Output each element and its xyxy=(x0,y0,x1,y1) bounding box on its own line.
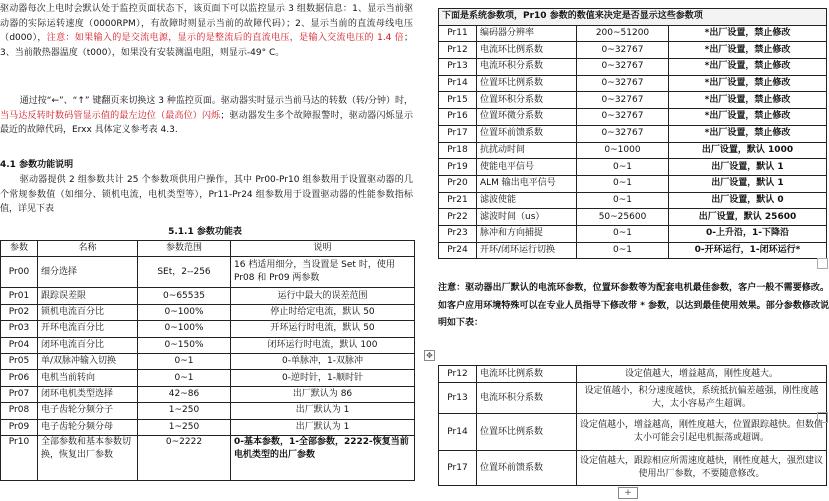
intro-red-note: 注意：如果输入的是交流电源，显示的是整流后的直流电压，是输入交流电压的 1.4 倍 xyxy=(46,33,404,43)
param-cell: Pr12 xyxy=(439,42,477,59)
param-cell: Pr05 xyxy=(1,353,38,369)
intro-text-b: ；3、当前散热器温度（t000），如果没有安装测温电阻，则显示-49° C。 xyxy=(0,33,413,58)
name-cell: 电子齿轮分频分子 xyxy=(38,403,138,419)
param-cell: Pr04 xyxy=(1,337,38,353)
name-cell: 位置环积分系数 xyxy=(477,92,577,109)
name-cell: 细分选择 xyxy=(38,257,138,288)
param-cell: Pr18 xyxy=(439,142,477,159)
param-cell: Pr03 xyxy=(1,321,38,337)
name-cell: 使能电平信号 xyxy=(477,159,577,176)
param-cell: Pr10 xyxy=(1,435,38,480)
name-cell: 电流环积分系数 xyxy=(477,59,577,76)
range-cell: 0~32767 xyxy=(577,42,669,59)
desc-cell: 16 档适用细分，当设置是 Set 时，使用 Pr08 和 Pr09 两参数 xyxy=(231,257,415,288)
param-cell: Pr13 xyxy=(439,59,477,76)
system-param-table xyxy=(438,8,827,259)
range-cell: 0~1 xyxy=(138,353,231,369)
desc-cell: 出厂设置，默认 1 xyxy=(669,159,827,176)
system-table-title-row xyxy=(439,9,827,26)
name-cell: 位置环前馈系数 xyxy=(477,125,577,142)
desc-cell: *出厂设置，禁止修改 xyxy=(669,125,827,142)
param-cell: Pr09 xyxy=(1,419,38,435)
name-cell: 全部参数和基本参数切换，恢复出厂参数 xyxy=(38,435,138,480)
desc-cell: 闭环运行时电流，默认 100 xyxy=(231,337,415,353)
range-cell: 0~32767 xyxy=(577,59,669,76)
table-row xyxy=(439,192,827,209)
param-cell: Pr24 xyxy=(439,242,477,259)
param-cell: Pr08 xyxy=(1,403,38,419)
table-row xyxy=(1,288,415,304)
table-row xyxy=(439,109,827,126)
desc-cell: *出厂设置，禁止修改 xyxy=(669,109,827,126)
table-row xyxy=(1,435,415,480)
param-cell: Pr07 xyxy=(1,386,38,402)
desc-cell: *出厂设置，禁止修改 xyxy=(669,25,827,42)
range-cell: 0~100% xyxy=(138,304,231,320)
range-cell: 0~1 xyxy=(577,192,669,209)
param-function-table xyxy=(0,240,415,481)
table-row xyxy=(439,451,827,486)
intro-paragraph-2 xyxy=(0,94,413,138)
name-cell: 编码器分辨率 xyxy=(477,25,577,42)
desc-cell: 设定值越小，增益越高，刚性度越大，位置跟踪越快。但数值太小可能会引起电机振荡或超调。 xyxy=(577,414,827,451)
name-cell: 滤波使能 xyxy=(477,192,577,209)
param-cell: Pr01 xyxy=(1,288,38,304)
table-row xyxy=(1,419,415,435)
table-row xyxy=(1,403,415,419)
intro-paragraph-1 xyxy=(0,2,413,60)
table-row xyxy=(1,257,415,288)
desc-cell: 设定值越大，跟踪相应所需速度越快，刚性度越大，强烈建议使用出厂参数，不要随意修改。 xyxy=(577,451,827,486)
system-table-title: 下面是系统参数项，Pr10 参数的数值来决定是否显示这些参数项 xyxy=(439,9,827,26)
range-cell: 0~32767 xyxy=(577,92,669,109)
param-cell: Pr00 xyxy=(1,257,38,288)
param-cell: Pr14 xyxy=(439,75,477,92)
range-cell: 0~1 xyxy=(577,225,669,242)
table-row xyxy=(1,321,415,337)
table-row xyxy=(439,225,827,242)
name-cell: 电机当前转向 xyxy=(38,370,138,386)
desc-cell: 出厂默认为 1 xyxy=(231,419,415,435)
section-paragraph: 驱动器提供 2 组参数共计 25 个参数项供用户操作，其中 Pr00-Pr10 组参数用于设置驱动器的几个常规参数值（如细分、锁机电流，电机类型等），Pr11-Pr24 组参数用于设置驱动器的性能参数指标值，详见下表 xyxy=(0,175,413,214)
name-cell: 电子齿轮分频分母 xyxy=(38,419,138,435)
name-cell: 闭环电流百分比 xyxy=(38,337,138,353)
param-cell: Pr19 xyxy=(439,159,477,176)
section-heading: 4.1 参数功能说明 xyxy=(0,160,74,170)
table-row xyxy=(439,59,827,76)
desc-cell: 运行中最大的误差范围 xyxy=(231,288,415,304)
name-cell: 开环/闭环运行切换 xyxy=(477,242,577,259)
table-row xyxy=(439,383,827,414)
desc-cell: *出厂设置，禁止修改 xyxy=(669,75,827,92)
range-cell: 0~32767 xyxy=(577,75,669,92)
name-cell: 单/双脉冲输入切换 xyxy=(38,353,138,369)
range-cell: 0~1 xyxy=(577,175,669,192)
param-cell: Pr16 xyxy=(439,109,477,126)
desc-cell: 出厂设置，默认 25600 xyxy=(669,209,827,226)
desc-cell: *出厂设置，禁止修改 xyxy=(669,42,827,59)
name-cell: 脉冲和方向捕捉 xyxy=(477,225,577,242)
param-cell: Pr20 xyxy=(439,175,477,192)
table-row xyxy=(439,25,827,42)
desc-cell: 0-上升沿，1-下降沿 xyxy=(669,225,827,242)
range-cell: 0~150% xyxy=(138,337,231,353)
name-cell: 位置环前馈系数 xyxy=(477,451,577,486)
right-column xyxy=(438,0,829,501)
table-row xyxy=(1,353,415,369)
param-cell: Pr12 xyxy=(439,366,477,383)
header-name: 名称 xyxy=(38,241,138,257)
table-row xyxy=(439,175,827,192)
range-cell: 42~86 xyxy=(138,386,231,402)
table-row xyxy=(439,366,827,383)
intro2-text-b: ；驱动器发生多个故障报警时，驱动器闪烁显示最近的故障代码，Erxx 具体定义参考表 4.3. xyxy=(0,110,413,135)
desc-cell: 0-基本参数，1-全部参数，2222-恢复当前电机类型的出厂参数 xyxy=(231,435,415,480)
desc-cell: 停止时给定电流，默认 50 xyxy=(231,304,415,320)
param-cell: Pr14 xyxy=(439,414,477,451)
name-cell: 位置环比例系数 xyxy=(477,414,577,451)
param-cell: Pr17 xyxy=(439,451,477,486)
param-cell: Pr13 xyxy=(439,383,477,414)
margin-marker-icon xyxy=(817,258,828,269)
name-cell: 电流环比例系数 xyxy=(477,366,577,383)
name-cell: 抗扰动时间 xyxy=(477,142,577,159)
param-cell: Pr15 xyxy=(439,92,477,109)
range-cell: 1~250 xyxy=(138,403,231,419)
table-row xyxy=(1,337,415,353)
intro2-text-a: 通过按“←”、“↑” 键翻页来切换这 3 种监控页面。驱动器实时显示当前马达的转数（转/分钟）时， xyxy=(19,96,413,106)
note-paragraph: 注意：驱动器出厂默认的电流环参数，位置环参数等为配套电机最佳参数，客户一般不需要修改。如客户应用环境特殊可以在专业人员指导下修改带 * 参数，以达到最佳使用效果。部分参数修改说明如下表： xyxy=(438,283,829,328)
param-cell: Pr17 xyxy=(439,125,477,142)
name-cell: 闭环电机类型选择 xyxy=(38,386,138,402)
desc-cell: 出厂设置，默认 1000 xyxy=(669,142,827,159)
desc-cell: 设定值越小，积分速度越快，系统抵抗偏差越强，刚性度越大，太小容易产生超调。 xyxy=(577,383,827,414)
desc-cell: 设定值越大，增益越高，刚性度越大。 xyxy=(577,366,827,383)
range-cell: 0~100% xyxy=(138,321,231,337)
range-cell: 0~1 xyxy=(138,370,231,386)
name-cell: 位置环微分系数 xyxy=(477,109,577,126)
param-cell: Pr22 xyxy=(439,209,477,226)
table-row xyxy=(439,209,827,226)
table-row xyxy=(439,142,827,159)
table-row xyxy=(439,414,827,451)
move-anchor-icon[interactable]: ✥ xyxy=(424,350,435,361)
intro2-red-note: 当马达反转时数码管显示值的最左边位（最高位）闪烁 xyxy=(0,110,221,121)
name-cell: 开环电流百分比 xyxy=(38,321,138,337)
param-tuning-table xyxy=(438,365,827,486)
range-cell: 50~25600 xyxy=(577,209,669,226)
desc-cell: 出厂默认为 1 xyxy=(231,403,415,419)
name-cell: 滤波时间（us） xyxy=(477,209,577,226)
header-range: 参数范围 xyxy=(138,241,231,257)
name-cell: 锁机电流百分比 xyxy=(38,304,138,320)
desc-cell: *出厂设置，禁止修改 xyxy=(669,92,827,109)
table-row xyxy=(1,304,415,320)
table-row xyxy=(439,125,827,142)
range-cell: 0~1 xyxy=(577,242,669,259)
param-cell: Pr21 xyxy=(439,192,477,209)
name-cell: ALM 输出电平信号 xyxy=(477,175,577,192)
range-cell: 0~1 xyxy=(577,159,669,176)
range-cell: 200~51200 xyxy=(577,25,669,42)
name-cell: 电流环积分系数 xyxy=(477,383,577,414)
name-cell: 电流环比例系数 xyxy=(477,42,577,59)
desc-cell: 出厂设置，默认 0 xyxy=(669,192,827,209)
intro-text-a: 驱动器每次上电时会默认处于监控页面状态下，该页面下可以监控显示 3 组数据信息：1、显示当前驱动器的实际运转速度（0000RPM），有故障时则显示当前的故障代码）；2、显示当前的直流母线电压（d000）， xyxy=(0,4,413,43)
table-row xyxy=(439,242,827,259)
range-cell: 0~32767 xyxy=(577,125,669,142)
table-header-row xyxy=(1,241,415,257)
desc-cell: 0-逆时针，1-顺时针 xyxy=(231,370,415,386)
table-row xyxy=(1,370,415,386)
range-cell: 0~65535 xyxy=(138,288,231,304)
table-row xyxy=(439,42,827,59)
table-caption: 5.1.1 参数功能表 xyxy=(168,227,242,237)
desc-cell: 开环运行时电流，默认 50 xyxy=(231,321,415,337)
desc-cell: 0-开环运行，1-闭环运行* xyxy=(669,242,827,259)
range-cell: 1~250 xyxy=(138,419,231,435)
name-cell: 跟踪误差限 xyxy=(38,288,138,304)
desc-cell: 0-单脉冲，1-双脉冲 xyxy=(231,353,415,369)
range-cell: 0~2222 xyxy=(138,435,231,480)
param-cell: Pr23 xyxy=(439,225,477,242)
desc-cell: 出厂设置，默认 1 xyxy=(669,175,827,192)
desc-cell: 出厂默认为 86 xyxy=(231,386,415,402)
table-row xyxy=(1,386,415,402)
header-param: 参数 xyxy=(1,241,38,257)
param-cell: Pr06 xyxy=(1,370,38,386)
header-desc: 说明 xyxy=(231,241,415,257)
table-row xyxy=(439,75,827,92)
range-cell: 0~1000 xyxy=(577,142,669,159)
table-row xyxy=(439,92,827,109)
range-cell: 0~32767 xyxy=(577,109,669,126)
name-cell: 位置环比例系数 xyxy=(477,75,577,92)
add-row-icon[interactable]: + xyxy=(618,487,638,499)
param-cell: Pr02 xyxy=(1,304,38,320)
margin-marker-icon xyxy=(817,412,828,423)
param-cell: Pr11 xyxy=(439,25,477,42)
range-cell: SEt，2--256 xyxy=(138,257,231,288)
desc-cell: *出厂设置，禁止修改 xyxy=(669,59,827,76)
table-row xyxy=(439,159,827,176)
